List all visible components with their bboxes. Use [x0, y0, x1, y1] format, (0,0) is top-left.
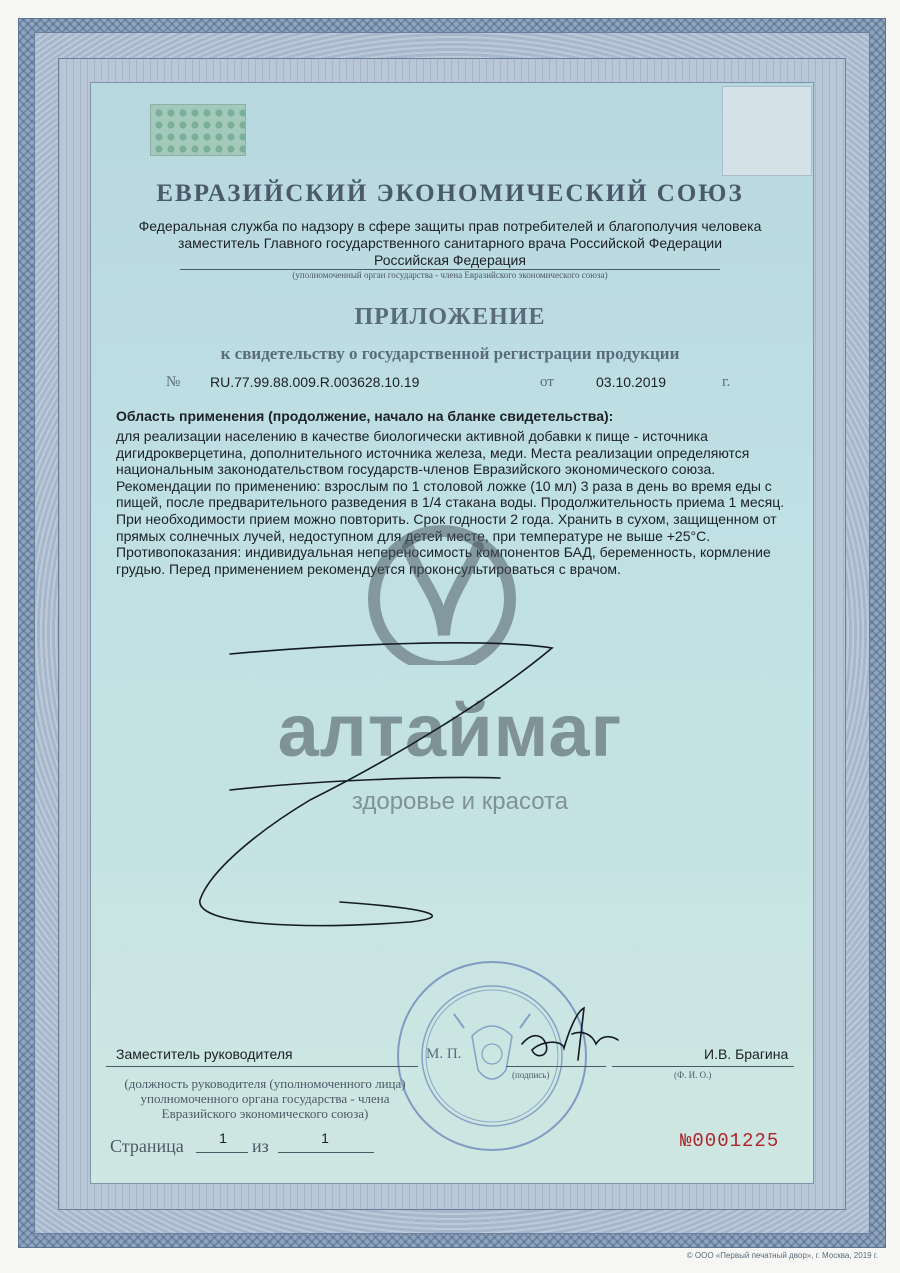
- agency-line: заместитель Главного государственного санитарного врача Российской Федерации: [177, 235, 723, 251]
- agency-line: Российская Федерация: [374, 252, 526, 268]
- page-number: 1: [219, 1130, 227, 1146]
- union-title: ЕВРАЗИЙСКИЙ ЭКОНОМИЧЕСКИЙ СОЮЗ: [156, 180, 744, 207]
- scope-text: для реализации населению в качестве биологически активной добавки к пище - источника дигидрокверцетина, дополнительного источника железа, меди. Места реализации определяются национальным законодательством государств-членов Евразийского экономического союза. Рекомендации по применению: взрослым по 1 столовой ложке (10 мл) 3 раза в день во время еды с пищей, после предварительного разведения в 1/4 стакана воды. Продолжительность приема 1 месяц. При необходимости прием можно повторить. Срок годности 2 года. Хранить в сухом, защищенном от прямых солнечных лучей, недоступном для детей месте, при температуре не выше +25°С. Противопоказания: индивидуальная непереносимость компонентов БАД, беременность, кормление грудью. Перед применением рекомендуется проконсультироваться с врачом.: [116, 428, 785, 577]
- serial-number: №0001225: [680, 1130, 780, 1152]
- number-label: №: [166, 374, 181, 390]
- signature-underline: [506, 1066, 606, 1067]
- seal-label: М. П.: [426, 1046, 462, 1062]
- of-label: из: [252, 1136, 269, 1156]
- name-underline: [612, 1066, 794, 1067]
- date-label: от: [540, 374, 554, 390]
- printer-note: © ООО «Первый печатный двор», г. Москва, 2019 г.: [686, 1251, 878, 1260]
- position-caption: (должность руководителя (уполномоченного лица) уполномоченного органа государства - члена Евразийского экономического союза): [124, 1076, 406, 1121]
- registration-number-row: [0, 372, 900, 394]
- scope-heading: Область применения (продолжение, начало на бланке свидетельства):: [116, 408, 614, 424]
- document-subtitle: к свидетельству о государственной регистрации продукции: [220, 344, 680, 363]
- pagination-row: [110, 1130, 410, 1156]
- name-caption: (Ф. И. О.): [674, 1070, 712, 1080]
- registration-date: 03.10.2019: [596, 374, 667, 390]
- signature-caption: (подпись): [512, 1070, 550, 1080]
- total-underline: [278, 1152, 374, 1153]
- agency-line: Федеральная служба по надзору в сфере защиты прав потребителей и благополучия человека: [138, 218, 762, 234]
- handwritten-z-mark: [190, 640, 600, 940]
- position-underline: [106, 1066, 418, 1067]
- signer-name: И.В. Брагина: [704, 1046, 789, 1062]
- agency-caption: (уполномоченный орган государства - члена Евразийского экономического союза): [292, 270, 608, 280]
- corner-security-mark: [722, 86, 812, 176]
- signer-position: Заместитель руководителя: [116, 1046, 293, 1062]
- year-suffix: г.: [722, 374, 731, 390]
- document-title: ПРИЛОЖЕНИЕ: [354, 304, 546, 330]
- page-underline: [196, 1152, 248, 1153]
- hologram-icon: [150, 104, 246, 156]
- agency-block: [100, 218, 800, 269]
- watermark-tagline: здоровье и красота: [351, 788, 569, 815]
- watermark-brand: алтаймаг: [277, 689, 623, 772]
- page-label: Страница: [110, 1136, 184, 1156]
- total-pages: 1: [321, 1130, 329, 1146]
- registration-number: RU.77.99.88.009.R.003628.10.19: [210, 374, 420, 390]
